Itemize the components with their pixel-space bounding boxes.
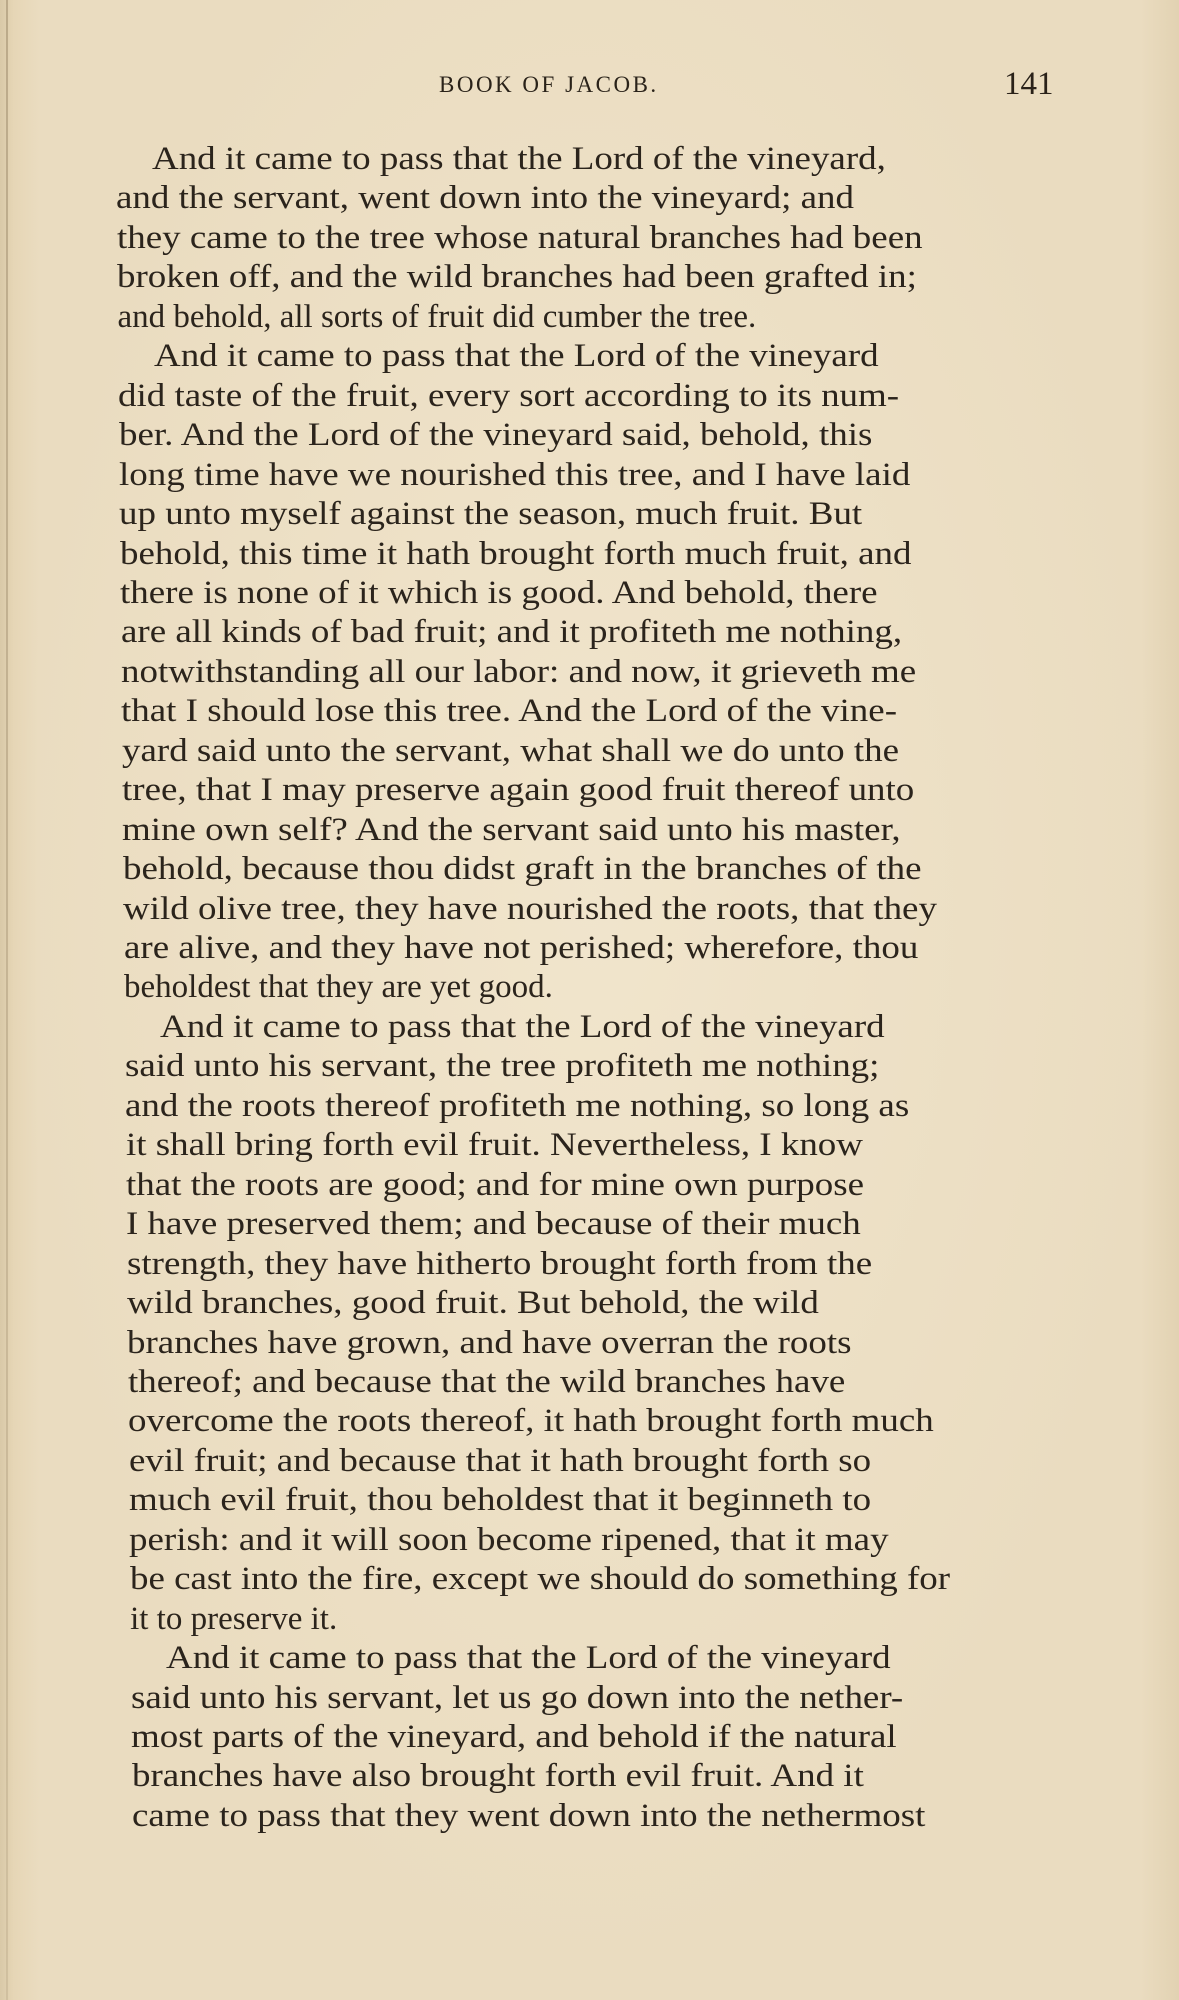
text-line: ber. And the Lord of the vineyard said, behold, this <box>118 417 873 454</box>
text-line: that the roots are good; and for mine own purpose <box>125 1166 864 1203</box>
text-line: branches have grown, and have overran the roots <box>127 1324 852 1361</box>
text-line: they came to the tree whose natural branches had been <box>116 219 923 256</box>
text-line: mine own self? And the servant said unto his master, <box>122 811 902 848</box>
text-line: up unto myself against the season, much fruit. But <box>119 496 863 533</box>
text-line: it to preserve it. <box>130 1600 338 1637</box>
text-line: And it came to pass that the Lord of the vineyard <box>166 1640 892 1677</box>
text-line: and the roots thereof profiteth me nothing, so long as <box>125 1087 910 1124</box>
text-line: said unto his servant, let us go down into the nether- <box>130 1679 904 1716</box>
binding-gutter <box>6 0 8 2000</box>
text-line: I have preserved them; and because of their much <box>126 1206 862 1243</box>
text-line: wild branches, good fruit. But behold, the wild <box>127 1285 819 1322</box>
running-head <box>0 66 1179 106</box>
text-line: and behold, all sorts of fruit did cumber the tree. <box>117 298 757 335</box>
text-line: long time have we nourished this tree, and I have laid <box>119 456 911 493</box>
text-line: notwithstanding all our labor: and now, it grieveth me <box>120 653 917 690</box>
text-line: evil fruit; and because that it hath brought forth so <box>128 1442 871 1479</box>
text-line: overcome the roots thereof, it hath brought forth much <box>128 1403 934 1440</box>
text-line: yard said unto the servant, what shall we do unto the <box>121 732 899 769</box>
text-line: tree, that I may preserve again good fruit thereof unto <box>122 772 915 809</box>
text-line: broken off, and the wild branches had been grafted in; <box>117 259 917 296</box>
text-line: beholdest that they are yet good. <box>124 969 553 1006</box>
text-line: much evil fruit, thou beholdest that it beginneth to <box>128 1482 872 1519</box>
text-line: behold, because thou didst graft in the branches of the <box>122 851 922 888</box>
text-line: are alive, and they have not perished; wherefore, thou <box>123 930 918 966</box>
page-number: 141 <box>1004 66 1054 102</box>
text-line: branches have also brought forth evil fruit. And it <box>131 1758 864 1795</box>
text-line: And it came to pass that the Lord of the vineyard <box>153 338 879 375</box>
text-line: did taste of the fruit, every sort according to its num- <box>118 377 900 414</box>
text-line: that I should lose this tree. And the Lord of the vine- <box>121 693 898 730</box>
text-line: And it came to pass that the Lord of the vineyard, <box>152 141 886 177</box>
text-line: came to pass that they went down into the nethermost <box>132 1797 926 1834</box>
text-line: said unto his servant, the tree profiteth me nothing; <box>124 1048 880 1085</box>
text-line: strength, they have hitherto brought forth from the <box>126 1245 872 1282</box>
text-line: and the servant, went down into the vineyard; and <box>116 180 855 217</box>
text-line: be cast into the fire, except we should do something for <box>129 1561 950 1598</box>
text-line: And it came to pass that the Lord of the vineyard <box>160 1008 885 1045</box>
text-line: perish: and it will soon become ripened, that it may <box>129 1521 889 1558</box>
text-line: are all kinds of bad fruit; and it profiteth me nothing, <box>120 614 902 651</box>
running-head-title: BOOK OF JACOB. <box>439 72 659 97</box>
text-line: wild olive tree, they have nourished the roots, that they <box>123 890 938 927</box>
text-line: it shall bring forth evil fruit. Nevertheless, I know <box>125 1127 863 1164</box>
text-line: thereof; and because that the wild branches have <box>127 1363 846 1400</box>
text-line: most parts of the vineyard, and behold if the natural <box>131 1719 897 1755</box>
text-line: behold, this time it hath brought forth much fruit, and <box>119 535 912 572</box>
text-line: there is none of it which is good. And behold, there <box>120 574 878 611</box>
